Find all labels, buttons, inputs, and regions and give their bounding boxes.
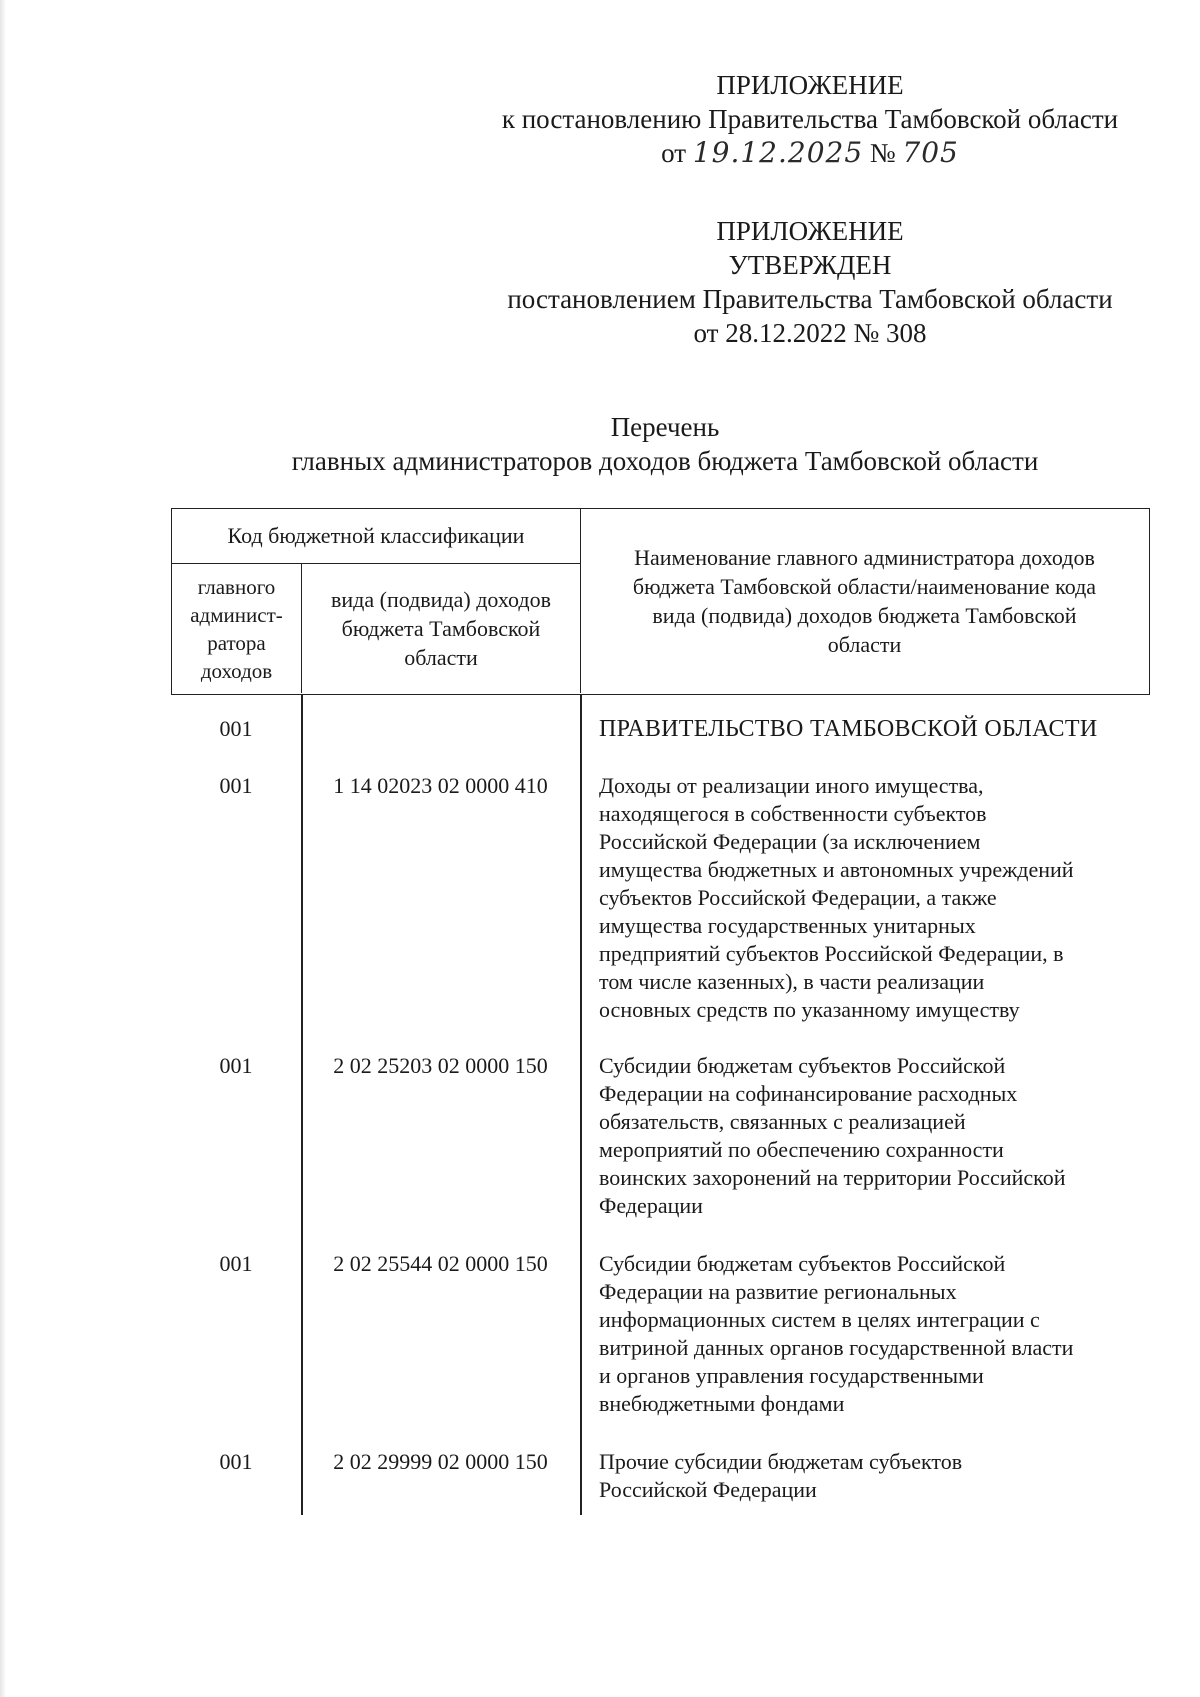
name-cell <box>599 715 1139 743</box>
header-admin-line: главного <box>197 574 276 599</box>
header-admin-line: ратора <box>207 630 266 655</box>
name-line: том числе казенных), в части реализации <box>599 969 985 994</box>
name-cell <box>599 1448 1139 1504</box>
name-line: мероприятий по обеспечению сохранности <box>599 1137 1004 1162</box>
name-line: ПРАВИТЕЛЬСТВО ТАМБОВСКОЙ ОБЛАСТИ <box>599 716 1098 742</box>
number-sign: № <box>869 138 896 168</box>
name-line: и органов управления государственными <box>599 1363 984 1388</box>
header-name-line: бюджета Тамбовской области/наименование кода <box>632 574 1097 599</box>
amendment-header-subtitle: к постановлению Правительства Тамбовской области <box>501 104 1119 134</box>
header-name-line: области <box>827 632 902 657</box>
handwritten-date: 19.12.2025 <box>692 136 864 169</box>
admin-code-cell: 001 <box>219 773 253 798</box>
name-line: воинских захоронений на территории Российской <box>599 1165 1066 1190</box>
document-title-line-2: главных администраторов доходов бюджета Тамбовской области <box>291 446 1039 476</box>
header-kind-line: вида (подвида) доходов <box>331 587 551 612</box>
original-header-date: от 28.12.2022 № 308 <box>693 318 927 348</box>
income-code-cell: 2 02 25544 02 0000 150 <box>333 1251 548 1276</box>
header-name-column <box>581 509 1148 693</box>
admin-code-cell: 001 <box>219 1251 253 1276</box>
admin-code-cell: 001 <box>219 1053 253 1078</box>
name-line: находящегося в собственности субъектов <box>599 801 987 826</box>
name-line: внебюджетными фондами <box>599 1391 845 1416</box>
name-line: Федерации на развитие региональных <box>599 1279 957 1304</box>
name-line: предприятий субъектов Российской Федерации, в <box>599 941 1064 966</box>
income-code-cell: 2 02 29999 02 0000 150 <box>333 1449 548 1474</box>
name-line: Прочие субсидии бюджетам субъектов <box>599 1449 963 1474</box>
name-line: обязательств, связанных с реализацией <box>599 1109 966 1134</box>
scan-edge-shadow <box>0 0 6 1697</box>
header-kind-line: бюджета Тамбовской <box>341 616 541 641</box>
name-line: информационных систем в целях интеграции с <box>599 1307 1040 1332</box>
income-code-cell: 2 02 25203 02 0000 150 <box>333 1053 548 1078</box>
name-line: Российской Федерации (за исключением <box>599 829 981 854</box>
name-line: Доходы от реализации иного имущества, <box>599 773 984 798</box>
header-name-line: вида (подвида) доходов бюджета Тамбовской <box>652 603 1077 628</box>
income-code-cell: 1 14 02023 02 0000 410 <box>333 773 548 798</box>
admin-code-cell: 001 <box>219 716 253 741</box>
admin-code-cell: 001 <box>219 1449 253 1474</box>
header-budget-classification-code: Код бюджетной классификации <box>172 509 581 564</box>
header-admin-line: доходов <box>200 658 273 683</box>
date-prefix: от <box>661 138 687 168</box>
amendment-header <box>460 68 1160 170</box>
document-title <box>130 410 1200 478</box>
header-admin-column <box>172 564 302 693</box>
name-line: Субсидии бюджетам субъектов Российской <box>599 1053 1006 1078</box>
name-cell <box>599 1250 1139 1418</box>
name-cell <box>599 1052 1139 1220</box>
name-line: Федерации <box>599 1193 703 1218</box>
name-line: Субсидии бюджетам субъектов Российской <box>599 1251 1006 1276</box>
original-approval-header <box>460 214 1160 350</box>
header-income-kind-column <box>302 564 581 693</box>
original-header-decree: постановлением Правительства Тамбовской области <box>507 284 1113 314</box>
header-admin-line: админист- <box>190 602 283 627</box>
name-line: субъектов Российской Федерации, а также <box>599 885 997 910</box>
name-line: Федерации на софинансирование расходных <box>599 1081 1018 1106</box>
original-header-approved: УТВЕРЖДЕН <box>728 250 892 280</box>
handwritten-number: 705 <box>902 136 959 169</box>
header-kind-line: области <box>404 645 478 670</box>
column-divider-admin <box>301 695 303 1515</box>
header-name-line: Наименование главного администратора доходов <box>634 545 1095 570</box>
name-line: основных средств по указанному имуществу <box>599 997 1020 1022</box>
original-header-title: ПРИЛОЖЕНИЕ <box>716 216 904 246</box>
document-title-line-1: Перечень <box>610 412 720 442</box>
name-line: витриной данных органов государственной власти <box>599 1335 1074 1360</box>
name-line: имущества государственных унитарных <box>599 913 976 938</box>
name-cell <box>599 772 1139 1024</box>
amendment-header-date-line <box>460 136 1160 170</box>
name-line: Российской Федерации <box>599 1477 817 1502</box>
amendment-header-title: ПРИЛОЖЕНИЕ <box>716 70 904 100</box>
column-divider-code <box>580 695 582 1515</box>
name-line: имущества бюджетных и автономных учреждений <box>599 857 1074 882</box>
table-header <box>171 508 1150 695</box>
